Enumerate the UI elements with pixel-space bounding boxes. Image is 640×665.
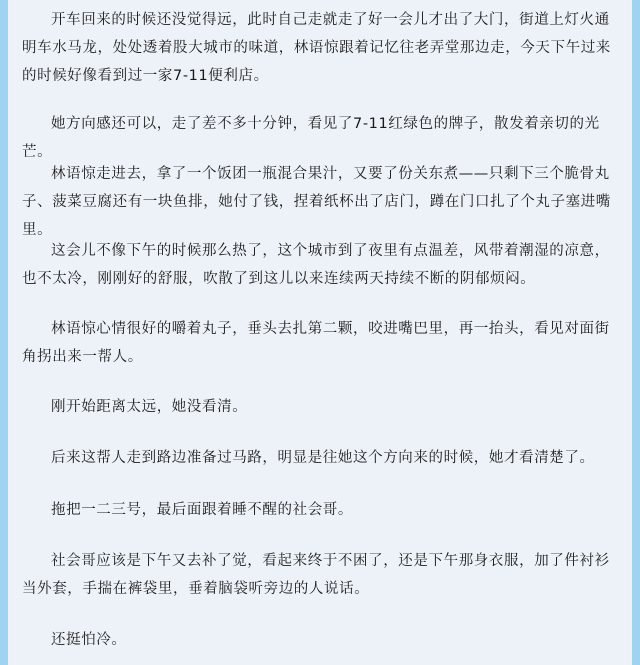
paragraph: 这会儿不像下午的时候那么热了，这个城市到了夜里有点温差，风带着潮湿的凉意，也不太冷，刚刚好的舒服，吹散了到这儿以来连续两天持续不断的阴郁烦闷。 <box>22 243 610 287</box>
paragraph: 后来这帮人走到路边准备过马路，明显是往她这个方向来的时候，她才看清楚了。 <box>51 450 595 466</box>
paragraph: 林语惊走进去，拿了一个饭团一瓶混合果汁，又要了份关东煮——只剩下三个脆骨丸子、菠菜豆腐还有一块鱼排，她付了钱，捏着纸杯出了店门，蹲在门口扎了个丸子塞进嘴里。 <box>22 166 611 238</box>
article-body <box>8 0 632 665</box>
paragraph: 拖把一二三号，最后面跟着睡不醒的社会哥。 <box>51 502 353 518</box>
paragraph: 社会哥应该是下午又去补了觉，看起来终于不困了，还是下午那身衣服，加了件衬衫当外套，手揣在裤袋里，垂着脑袋听旁边的人说话。 <box>22 553 610 597</box>
paragraph: 林语惊心情很好的嚼着丸子，垂头去扎第二颗，咬进嘴巴里，再一抬头，看见对面街角拐出来一帮人。 <box>22 321 610 365</box>
paragraph: 开车回来的时候还没觉得远，此时自己走就走了好一会儿才出了大门，街道上灯火通明车水马龙，处处透着股大城市的味道，林语惊跟着记忆往老弄堂那边走，今天下午过来的时候好像看到过一家7-11便利店。 <box>22 12 611 84</box>
paragraph: 刚开始距离太远，她没看清。 <box>51 399 248 415</box>
paragraph: 还挺怕冷。 <box>51 632 127 648</box>
paragraph: 她方向感还可以，走了差不多十分钟，看见了7-11红绿色的牌子，散发着亲切的光芒。 <box>22 116 600 160</box>
